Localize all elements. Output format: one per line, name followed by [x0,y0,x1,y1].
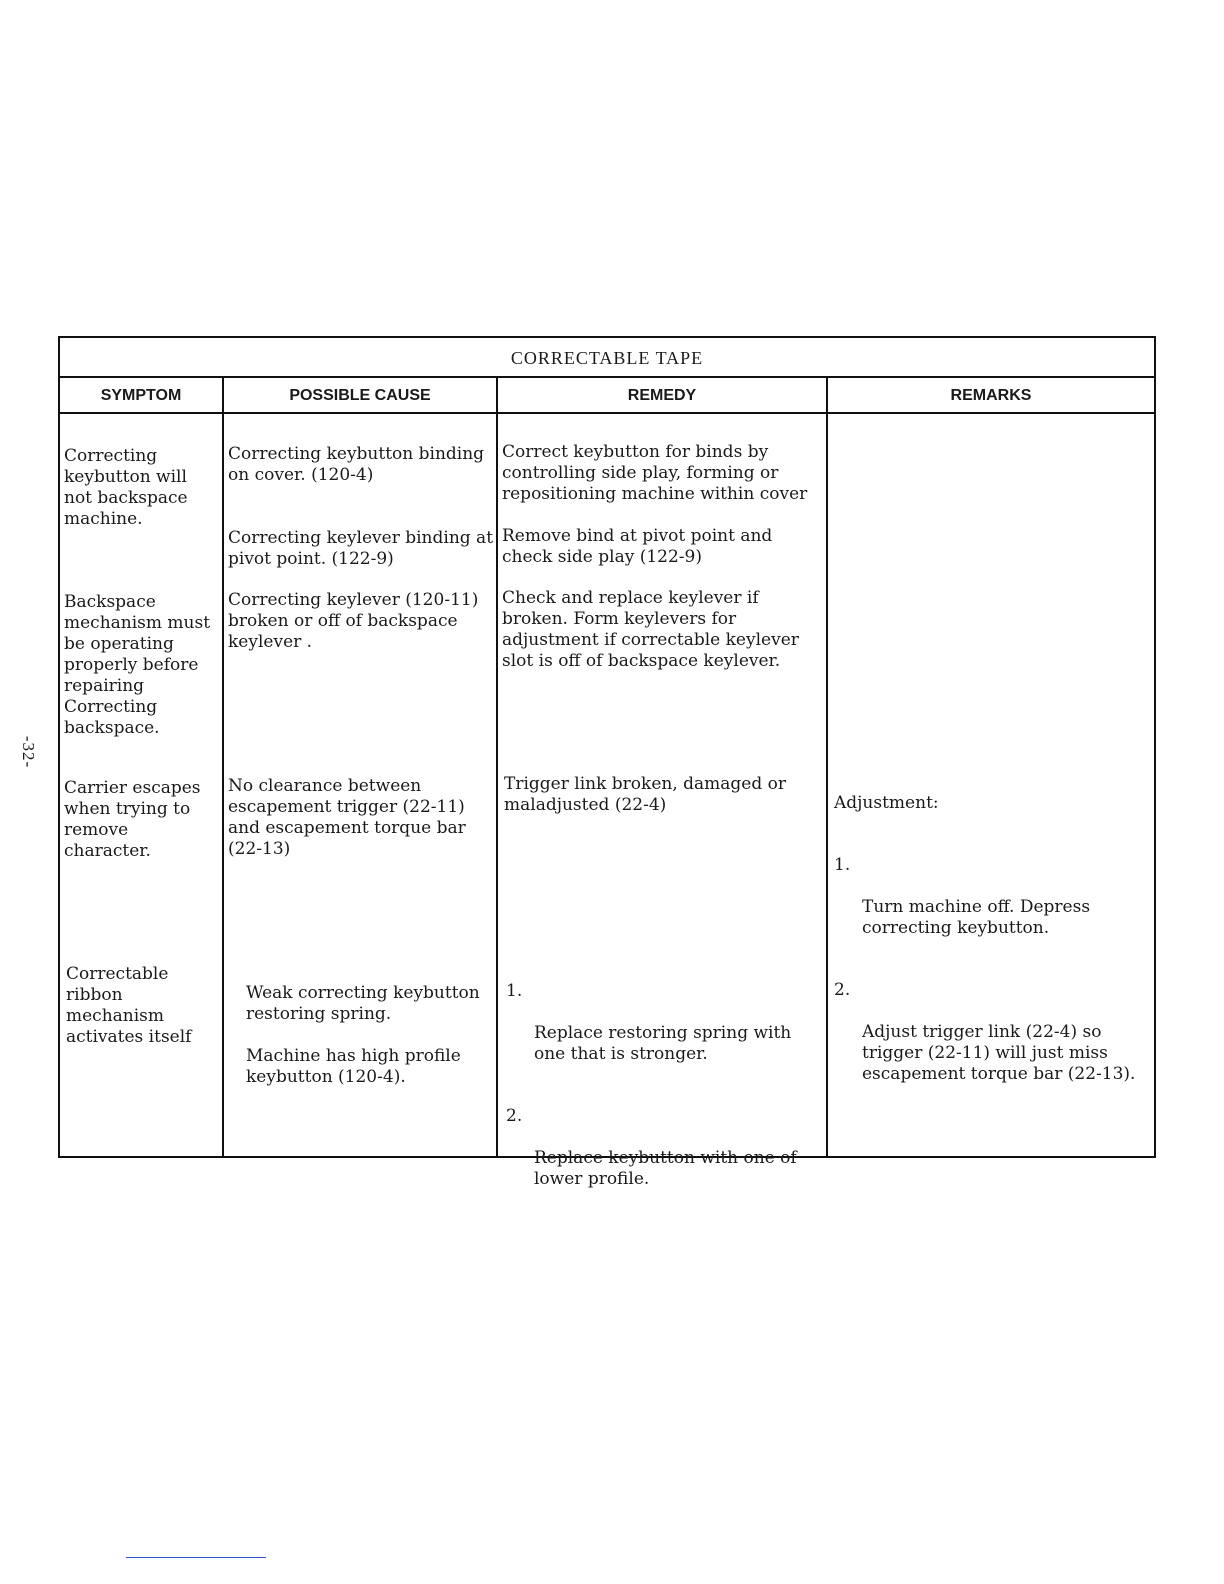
row1-symptom: Correcting keybutton will not backspace machine. [64,446,188,529]
row1-cause-a: Correcting keybutton binding on cover. (120-4) [228,444,485,485]
column-divider [496,378,498,1156]
remarks-title: Adjustment: [834,793,939,813]
remarks-item [834,855,1152,939]
header-divider [60,412,1154,414]
table-title: CORRECTABLE TAPE [60,338,1154,378]
row3-remarks [834,772,1152,1106]
remedy-item-number: 1. [506,981,523,1001]
row4-cause-b: Machine has high profile keybutton (120-4). [246,1046,461,1087]
header-possible-cause: POSSIBLE CAUSE [289,387,431,404]
row1-remedy-b: Remove bind at pivot point and check side play (122-9) [502,526,773,567]
row1-remedy-a: Correct keybutton for binds by controlling side play, forming or repositioning machine within cover [502,442,808,504]
remarks-item-text: Adjust trigger link (22-4) so trigger (22-11) will just miss escapement torque bar (22-13). [862,1022,1136,1084]
remedy-item-text: Replace restoring spring with one that is stronger. [534,1023,792,1064]
remarks-item-number: 2. [834,980,851,1000]
column-divider [222,378,224,1156]
row2-symptom: Backspace mechanism must be operating properly before repairing Correcting backspace. [64,592,211,738]
remedy-item-number: 2. [506,1106,523,1126]
footer-rule [126,1557,266,1558]
row4-cause-a: Weak correcting keybutton restoring spring. [246,983,480,1024]
row4-symptom: Correctable ribbon mechanism activates itself [66,964,192,1047]
remarks-item-text: Turn machine off. Depress correcting keybutton. [862,897,1091,938]
remedy-item-text: Replace keybutton with one of lower profile. [534,1148,797,1189]
row1-cause-b: Correcting keylever binding at pivot point. (122-9) [228,528,494,569]
header-remedy: REMEDY [627,387,697,404]
row3-cause: No clearance between escapement trigger (22-11) and escapement torque bar (22-13) [228,776,466,859]
row2-cause: Correcting keylever (120-11) broken or off of backspace keylever . [228,590,479,652]
remedy-item [506,1106,822,1190]
row4-cause [246,962,494,1109]
column-divider [826,378,828,1156]
page-number: -32- [19,735,39,769]
row2-remedy: Check and replace keylever if broken. Form keylevers for adjustment if correctable keylever slot is off of backspace keylever. [502,588,799,671]
troubleshooting-table [58,336,1156,1189]
row4-remedy [506,960,822,1211]
row3-remedy: Trigger link broken, damaged or maladjusted (22-4) [504,774,787,815]
header-remarks: REMARKS [950,387,1032,404]
remarks-item-number: 1. [834,855,851,875]
remedy-item [506,981,822,1065]
header-symptom: SYMPTOM [100,387,182,404]
row3-symptom: Carrier escapes when trying to remove character. [64,778,201,861]
remarks-item [834,980,1152,1085]
